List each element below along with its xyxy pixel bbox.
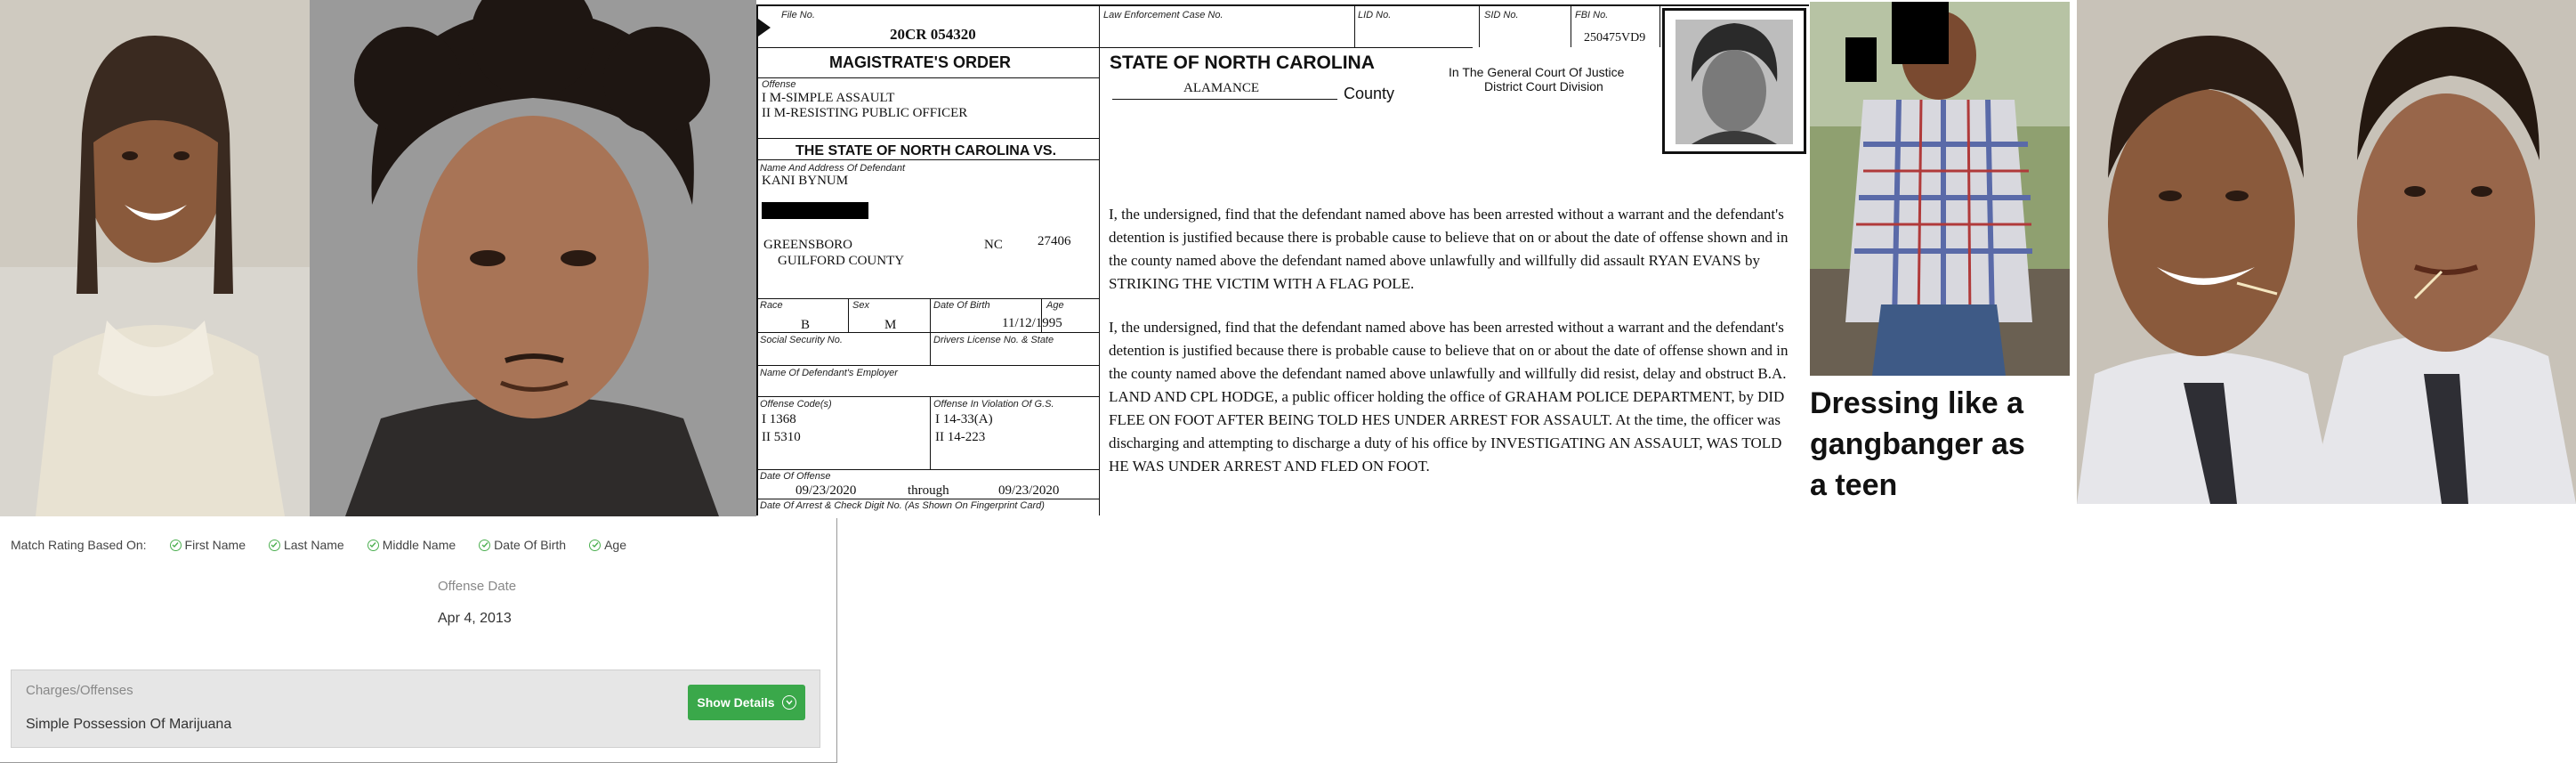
dl-label: Drivers License No. & State [933, 335, 1054, 345]
check-circle-icon [479, 540, 490, 551]
defendant-thumbnail-photo [1662, 8, 1806, 154]
violation-label: Offense In Violation Of G.S. [933, 399, 1054, 410]
criterion-date-of-birth: Date Of Birth [479, 538, 566, 552]
file-no-label: File No. [781, 10, 815, 20]
photo-selfie-two-men [2077, 0, 2576, 504]
magistrates-order-document [756, 4, 1809, 515]
arrow-marker-icon [758, 19, 771, 37]
dob-label: Date Of Birth [933, 300, 990, 311]
charges-box [11, 670, 820, 748]
ssn-label: Social Security No. [760, 335, 843, 345]
fbi-no: 250475VD9 [1584, 31, 1646, 45]
court-line-2: District Court Division [1484, 79, 1603, 93]
versus-title: THE STATE OF NORTH CAROLINA VS. [795, 143, 1057, 158]
le-case-label: Law Enforcement Case No. [1103, 10, 1223, 20]
photo-plaid-shirt-teen [1810, 2, 2070, 376]
race-label: Race [760, 300, 783, 311]
court-line-1: In The General Court Of Justice [1449, 65, 1625, 79]
arrest-label: Date Of Arrest & Check Digit No. (As Shown On Fingerprint Card) [760, 500, 1045, 511]
charge-value: Simple Possession Of Marijuana [26, 717, 232, 732]
check-circle-icon [589, 540, 601, 551]
photo-mugshot [310, 0, 756, 516]
offense-label: Offense [762, 79, 796, 90]
record-match-panel [0, 518, 837, 763]
date-offense-label: Date Of Offense [760, 471, 831, 482]
date-to: 09/23/2020 [998, 483, 1060, 498]
criterion-last-name: Last Name [269, 538, 344, 552]
finding-paragraph-2: I, the undersigned, find that the defendant named above has been arrested without a warrant and the defendant's detention is justified because there is probable cause to believe that on or about the date of offense shown and in the county named above the defendant named above unlawfully and willfully did resist, delay and obstruct B.A. LAND AND CPL HODGE, a public officer holding the office of GRAHAM POLICE DEPARTMENT, by DID FLEE ON FOOT AFTER BEING TOLD HES UNDER ARREST FOR ASSAULT. At the time, the officer was discharging and attempting to discharge a duty of his office by INVESTIGATING AN ASSAULT, WAS TOLD HE WAS UNDER ARREST AND FLED ON FOOT. [1109, 319, 1789, 475]
sex: M [884, 318, 897, 332]
through-label: through [908, 483, 949, 498]
date-from: 09/23/2020 [795, 483, 857, 498]
criterion-middle-name: Middle Name [367, 538, 456, 552]
defendant-name: KANI BYNUM [762, 174, 849, 188]
age-label: Age [1046, 300, 1064, 311]
finding-paragraph-1: I, the undersigned, find that the defendant named above has been arrested without a warrant and the defendant's detention is justified because there is probable cause to believe that on or about the date of offense shown and in the county named above the defendant named above unlawfully and willfully did assault RYAN EVANS by STRIKING THE VICTIM WITH A FLAG POLE. [1109, 206, 1789, 292]
caption-text: Dressing like a gangbanger as a teen [1810, 386, 2025, 502]
charges-label: Charges/Offenses [26, 683, 133, 698]
offense-code-label: Offense Code(s) [760, 399, 832, 410]
fbi-label: FBI No. [1575, 10, 1609, 20]
race: B [801, 318, 811, 332]
offense-date-label: Offense Date [438, 579, 517, 594]
match-criteria-row [11, 538, 626, 552]
employer-label: Name Of Defendant's Employer [760, 368, 898, 378]
offense-code-2: II 5310 [762, 430, 801, 444]
file-no: 20CR 054320 [890, 26, 976, 43]
check-circle-icon [367, 540, 379, 551]
county-name: ALAMANCE [1183, 81, 1259, 95]
state-title: STATE OF NORTH CAROLINA [1110, 53, 1375, 73]
lid-label: LID No. [1358, 10, 1392, 20]
sid-label: SID No. [1484, 10, 1519, 20]
offense-code-1: I 1368 [762, 412, 796, 426]
defendant-label: Name And Address Of Defendant [760, 163, 906, 174]
show-details-button[interactable] [688, 685, 805, 720]
check-circle-icon [269, 540, 280, 551]
state-abbrev: NC [984, 238, 1003, 252]
city: GREENSBORO [763, 238, 853, 252]
order-title: MAGISTRATE'S ORDER [829, 53, 1011, 71]
criterion-age: Age [589, 538, 626, 552]
county-label: County [1344, 85, 1395, 102]
violation-2: II 14-223 [935, 430, 986, 444]
zip-code: 27406 [1038, 234, 1071, 248]
chevron-down-icon [782, 695, 796, 710]
sex-label: Sex [852, 300, 869, 311]
offense-date-value: Apr 4, 2013 [438, 611, 512, 626]
dob: 11/12/1995 [1002, 316, 1062, 330]
check-circle-icon [170, 540, 182, 551]
offense-1: I M-SIMPLE ASSAULT [762, 91, 895, 105]
offense-2: II M-RESISTING PUBLIC OFFICER [762, 106, 968, 120]
criterion-first-name: First Name [170, 538, 246, 552]
show-details-label: Show Details [697, 695, 775, 710]
violation-1: I 14-33(A) [935, 412, 993, 426]
county-of-residence: GUILFORD COUNTY [778, 254, 905, 268]
match-rating-label: Match Rating Based On: [11, 538, 147, 552]
redacted-address-bar [762, 202, 868, 219]
photo-smiling-portrait [0, 0, 310, 516]
